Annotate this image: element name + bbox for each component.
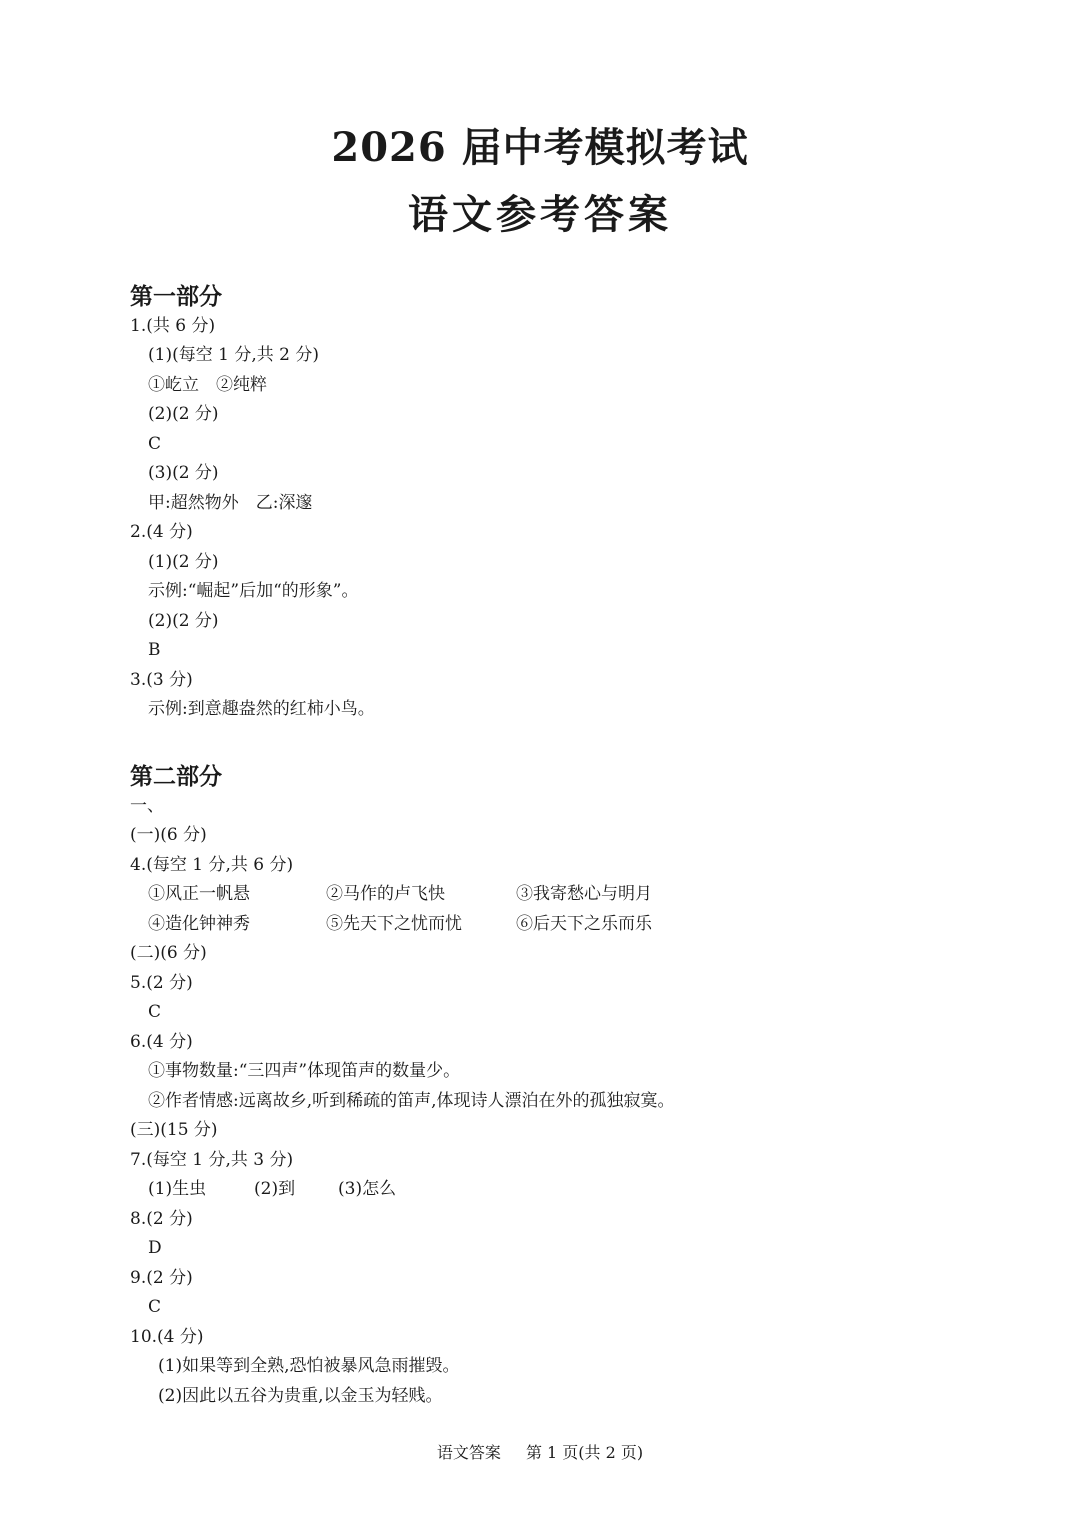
footer-subject: 语文答案 [436,1443,501,1462]
q4-answer: ⑤先天下之忧而忧 [326,914,462,934]
q1-header: 1.(共 6 分) [130,316,216,336]
subsection-2: (二)(6 分) [130,943,207,963]
q5-header: 5.(2 分) [130,973,193,993]
q1-3-answer: 甲:超然物外 乙:深邃 [148,493,313,513]
q1-1-answer: ①屹立 ②纯粹 [148,375,267,395]
q1-3-header: (3)(2 分) [148,463,219,483]
q1-2-answer: C [148,434,162,454]
subsection-1: (一)(6 分) [130,825,207,845]
q9-answer: C [148,1297,162,1317]
doc-subtitle: 语文参考答案 [408,192,672,238]
q2-1-header: (1)(2 分) [148,552,219,572]
q10-answer-2: (2)因此以五谷为贵重,以金玉为轻贱。 [158,1386,443,1406]
page-footer [0,1440,1080,1463]
q4-answer: ⑥后天下之乐而乐 [516,914,652,934]
q8-answer: D [148,1238,162,1258]
q2-2-header: (2)(2 分) [148,611,219,631]
q3-answer: 示例:到意趣盎然的红柿小鸟。 [148,699,375,719]
footer-page-number: 第 1 页(共 2 页) [525,1443,644,1462]
q4-header: 4.(每空 1 分,共 6 分) [130,855,294,875]
q5-answer: C [148,1002,162,1022]
q2-1-answer: 示例:“崛起”后加“的形象”。 [148,581,359,601]
q8-header: 8.(2 分) [130,1209,193,1229]
part2-heading: 第二部分 [130,764,222,790]
q4-answer: ①风正一帆悬 [148,884,250,904]
q7-header: 7.(每空 1 分,共 3 分) [130,1150,294,1170]
q7-answer: (2)到 [254,1179,296,1199]
q6-header: 6.(4 分) [130,1032,193,1052]
q6-answer-1: ①事物数量:“三四声”体现笛声的数量少。 [148,1061,461,1081]
q2-header: 2.(4 分) [130,522,193,542]
part1-heading: 第一部分 [130,284,222,310]
q7-answer: (1)生虫 [148,1179,207,1199]
q6-answer-2: ②作者情感:远离故乡,听到稀疏的笛声,体现诗人漂泊在外的孤独寂寞。 [148,1091,675,1111]
section-1: 一、 [130,796,164,816]
q4-answer: ③我寄愁心与明月 [516,884,652,904]
q9-header: 9.(2 分) [130,1268,193,1288]
q1-2-header: (2)(2 分) [148,404,219,424]
q10-answer-1: (1)如果等到全熟,恐怕被暴风急雨摧毁。 [158,1356,460,1376]
q2-2-answer: B [148,640,161,660]
q3-header: 3.(3 分) [130,670,193,690]
subsection-3: (三)(15 分) [130,1120,218,1140]
q4-answer: ④造化钟神秀 [148,914,250,934]
doc-title: 2026 届中考模拟考试 [331,124,749,171]
q1-1-header: (1)(每空 1 分,共 2 分) [148,345,319,365]
q4-answer: ②马作的卢飞快 [326,884,445,904]
q7-answer: (3)怎么 [338,1179,397,1199]
q10-header: 10.(4 分) [130,1327,204,1347]
